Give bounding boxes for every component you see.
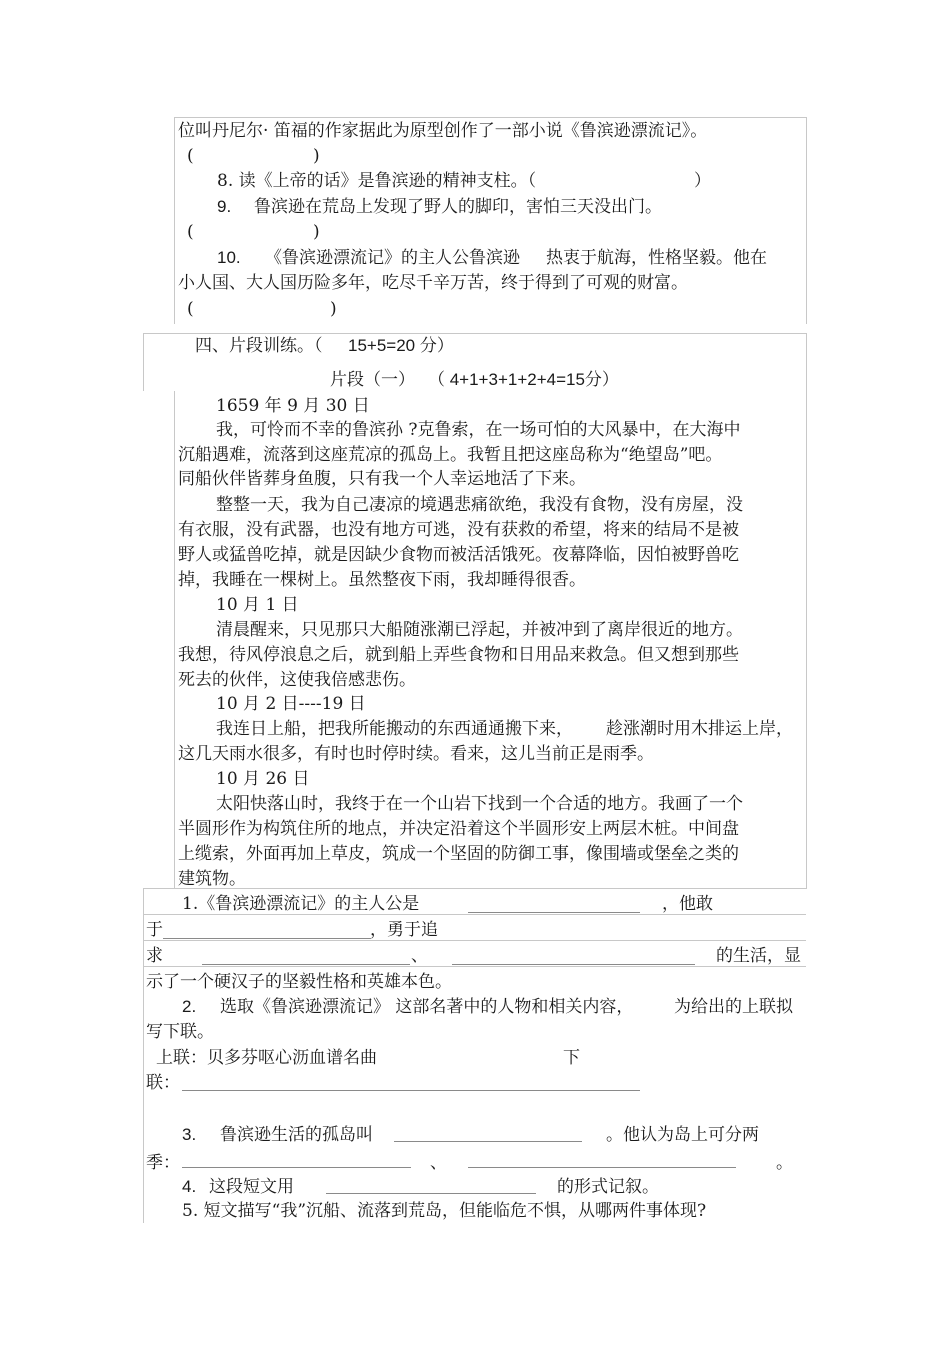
- q8-paren-close: ）: [694, 171, 711, 191]
- top-line-1: 位叫丹尼尔· 笛福的作家据此为原型创作了一部小说《鲁滨逊漂流记》。: [178, 121, 708, 141]
- q1-text-b: ，他敢: [662, 894, 713, 914]
- passage-p3-l3: 死去的伙伴，这使我倍感悲伤。: [178, 670, 416, 690]
- passage-p1-l3: 同船伙伴皆葬身鱼腹，只有我一个人幸运地活了下来。: [178, 469, 586, 489]
- q10-paren-open: (: [187, 299, 194, 319]
- passage-p5-l2: 半圆形作为构筑住所的地点，并决定沿着这个半圆形安上两层木桩。中间盘: [178, 819, 739, 839]
- frame-top-line: [174, 117, 806, 118]
- frame-right-top: [806, 117, 807, 324]
- fragment-score: （ 4+1+3+1+2+4=15分）: [428, 370, 619, 389]
- section4-title: 四、片段训练。（: [195, 336, 323, 356]
- frame-left-top: [174, 117, 175, 324]
- q2-lower-label-b: 联：: [146, 1073, 180, 1093]
- q3-blank-island[interactable]: [394, 1141, 582, 1142]
- passage-p4-l2: 这几天雨水很多，有时也时停时续。看来，这儿当前正是雨季。: [178, 744, 654, 764]
- passage-p3-l1: 清晨醒来，只见那只大船随涨潮已浮起，并被冲到了离岸很近的地方。: [216, 620, 743, 640]
- q3-separator: 、: [430, 1153, 447, 1173]
- passage-p2-l4: 掉，我睡在一棵树上。虽然整夜下雨，我却睡得很香。: [178, 570, 586, 590]
- q3-blank-season-1[interactable]: [182, 1167, 411, 1168]
- frame-right-passage: [806, 391, 807, 889]
- q9-text: 鲁滨逊在荒岛上发现了野人的脚印，害怕三天没出门。: [254, 197, 662, 217]
- frame-left-questions: [143, 888, 144, 1223]
- passage-p2-l3: 野人或猛兽吃掉，就是因缺少食物而被活活饿死。夜幕降临，因怕被野兽吃: [178, 545, 739, 565]
- frame-section-line: [143, 333, 806, 334]
- q3-text-a: 鲁滨逊生活的孤岛叫: [220, 1125, 373, 1145]
- frame-q1b-line: [143, 940, 806, 941]
- passage-p4-l1b: 趁涨潮时用木排运上岸，: [606, 719, 793, 739]
- diary-date-3: 10 月 2 日----19 日: [216, 694, 366, 714]
- q3-blank-season-2[interactable]: [468, 1167, 736, 1168]
- q1-separator: 、: [411, 946, 428, 966]
- q5-text: 5. 短文描写“我”沉船、流落到荒岛，但能临危不惧，从哪两件事体现?: [182, 1201, 707, 1221]
- q10-text-b: 热衷于航海，性格坚毅。他在: [546, 248, 767, 268]
- q4-text-b: 的形式记叙。: [557, 1177, 659, 1197]
- q10-text-2: 小人国、大人国历险多年，吃尽千辛万苦，终于得到了可观的财富。: [178, 273, 688, 293]
- q2-blank-lower-couplet[interactable]: [182, 1090, 640, 1091]
- q4-text-a: 这段短文用: [209, 1177, 294, 1197]
- q10-paren-close: ): [330, 299, 337, 319]
- passage-p4-l1a: 我连日上船，把我所能搬动的东西通通搬下来，: [216, 719, 573, 739]
- diary-date-1: 1659 年 9 月 30 日: [216, 396, 370, 416]
- q1-text-c: 于: [146, 920, 163, 940]
- frame-q1c-line: [143, 966, 806, 967]
- passage-p2-l2: 有衣服，没有武器，也没有地方可逃，没有获救的希望，将来的结局不是被: [178, 520, 739, 540]
- q4-blank-form[interactable]: [326, 1193, 536, 1194]
- q3-number: 3.: [182, 1125, 197, 1144]
- q3-end: 。: [776, 1153, 793, 1173]
- q3-text-b: 。他认为岛上可分两: [606, 1125, 759, 1145]
- q9-paren-open: (: [187, 222, 194, 242]
- q2-text-b: 为给出的上联拟: [674, 997, 793, 1017]
- q1-text-a: 1.《鲁滨逊漂流记》的主人公是: [182, 894, 420, 914]
- passage-p1-l1: 我，可怜而不幸的鲁滨孙 ?克鲁索，在一场可怕的大风暴中，在大海中: [216, 420, 741, 440]
- q2-number: 2.: [182, 997, 197, 1016]
- passage-p5-l4: 建筑物。: [178, 869, 246, 889]
- q10-number: 10.: [217, 248, 241, 267]
- passage-p3-l2: 我想，待风停浪息之后，就到船上弄些食物和日用品来救急。但又想到那些: [178, 645, 739, 665]
- q1-blank-protagonist[interactable]: [468, 912, 640, 913]
- q1-text-d: ，勇于追: [370, 920, 438, 940]
- frame-left-passage: [174, 391, 175, 889]
- q10-text-a: 《鲁滨逊漂流记》的主人公鲁滨逊: [265, 248, 520, 268]
- top-paren-close-1: ): [313, 146, 320, 166]
- passage-p1-l2: 沉船遇难，流落到这座荒凉的孤岛上。我暂且把这座岛称为“绝望岛”吧。: [178, 445, 723, 465]
- q1-text-e: 求: [146, 946, 163, 966]
- q1-blank-dare[interactable]: [163, 938, 371, 939]
- q4-number: 4.: [182, 1177, 197, 1196]
- frame-right-mid: [806, 333, 807, 391]
- q2-upper-couplet: 上联：贝多芬呕心沥血谱名曲: [156, 1048, 377, 1068]
- q9-paren-close: ): [313, 222, 320, 242]
- passage-p5-l3: 上缆索，外面再加上草皮，筑成一个坚固的防御工事，像围墙或堡垒之类的: [178, 844, 739, 864]
- q2-text-c: 写下联。: [146, 1022, 214, 1042]
- q9-number: 9.: [217, 197, 232, 216]
- passage-p2-l1: 整整一天，我为自己凄凉的境遇悲痛欲绝，我没有食物，没有房屋，没: [216, 495, 743, 515]
- section4-score: 15+5=20 分）: [348, 336, 454, 355]
- frame-left-mid: [143, 333, 144, 391]
- diary-date-2: 10 月 1 日: [216, 595, 299, 615]
- q8-text: 8. 读《上帝的话》是鲁滨逊的精神支柱。（: [217, 171, 537, 191]
- q2-text-a: 选取《鲁滨逊漂流记》 这部名著中的人物和相关内容，: [220, 997, 634, 1017]
- q1-text-g: 示了一个硬汉子的坚毅性格和英雄本色。: [146, 972, 452, 992]
- q3-text-c: 季：: [146, 1153, 180, 1173]
- q1-text-f: 的生活，显: [716, 946, 801, 966]
- q1-blank-pursue-2[interactable]: [452, 964, 695, 965]
- top-paren-open-1: (: [187, 146, 194, 166]
- diary-date-4: 10 月 26 日: [216, 769, 310, 789]
- fragment-title: 片段（一）: [330, 370, 415, 390]
- passage-p5-l1: 太阳快落山时，我终于在一个山岩下找到一个合适的地方。我画了一个: [216, 794, 743, 814]
- q2-lower-label-a: 下: [563, 1048, 580, 1068]
- q1-blank-pursue-1[interactable]: [202, 964, 410, 965]
